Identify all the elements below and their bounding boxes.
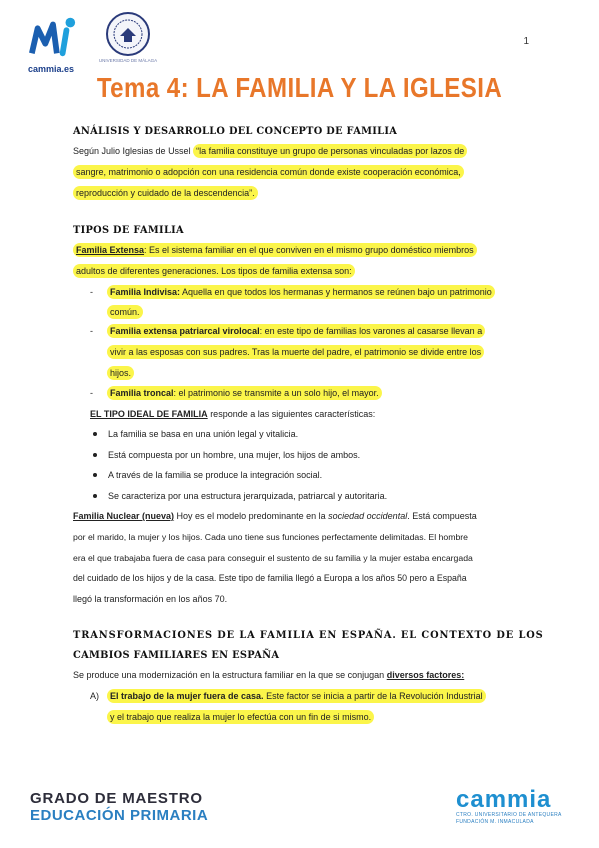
paragraph-line: [73, 669, 464, 681]
highlighted-text: hijos.: [107, 366, 134, 380]
paragraph-line: [107, 711, 374, 723]
footer-cammia-logo: [456, 788, 562, 826]
page-number: 1: [523, 36, 529, 47]
section-heading-analysis: ANÁLISIS Y DESARROLLO DEL CONCEPTO DE FAMILIA: [73, 126, 398, 137]
highlighted-text: adultos de diferentes generaciones. Los tipos de familia extensa son:: [73, 264, 355, 278]
paragraph-line: [73, 166, 464, 178]
paragraph-line: [107, 306, 143, 318]
term-troncal: Familia troncal: [110, 388, 174, 398]
term-diversos-factores: diversos factores:: [386, 670, 465, 680]
highlighted-text: [107, 285, 495, 299]
paragraph-line: [107, 325, 485, 337]
highlighted-quote: “la familia constituye un grupo de personas vinculadas por lazos de: [193, 144, 467, 158]
section-heading-transformations-cont: CAMBIOS FAMILIARES EN ESPAÑA: [73, 650, 280, 661]
dash-marker: -: [90, 326, 93, 336]
highlighted-text: [107, 324, 485, 338]
text-span: Hoy es el modelo predominante en la: [174, 511, 329, 521]
highlighted-text: [107, 386, 382, 400]
text-span: Según Julio Iglesias de Ussel: [73, 146, 194, 156]
dash-marker: -: [90, 287, 93, 297]
highlighted-text: vivir a las esposas con sus padres. Tras la muerte del padre, el patrimonio se divide entre los: [107, 345, 484, 359]
footer-brand-line2: FUNDACIÓN M. INMACULADA: [456, 819, 534, 825]
text-span: : en este tipo de familias los varones al casarse llevan a: [259, 326, 483, 336]
paragraph-line: [107, 690, 486, 702]
text-span: Este factor se inicia a partir de la Revolución Industrial: [263, 691, 483, 701]
term-indivisa: Familia Indivisa:: [110, 287, 181, 297]
text-span: : el patrimonio se transmite a un solo hijo, el mayor.: [173, 388, 379, 398]
highlighted-quote: sangre, matrimonio o adopción con una residencia común donde existe cooperación económica,: [73, 165, 464, 179]
paragraph-line: [73, 265, 355, 277]
term-tipo-ideal: EL TIPO IDEAL DE FAMILIA: [90, 409, 208, 419]
term-patriarcal: Familia extensa patriarcal virolocal: [110, 326, 260, 336]
text-span: responde a las siguientes características:: [207, 409, 376, 419]
footer-brand-line1: CTRO. UNIVERSITARIO DE ANTEQUERA: [456, 812, 562, 818]
paragraph-line: por el marido, la mujer y los hijos. Cada uno tiene sus funciones perfectamente delimitadas. El hombre: [73, 532, 469, 542]
highlighted-quote: reproducción y cuidado de la descendencia”.: [73, 186, 258, 200]
footer-brand: cammia: [456, 786, 552, 813]
term-trabajo-mujer: El trabajo de la mujer fuera de casa.: [110, 691, 264, 701]
term-familia-extensa: Familia Extensa: [76, 245, 145, 255]
footer-degree: [30, 790, 208, 824]
cammia-mark-icon: [28, 14, 78, 58]
text-span: Se produce una modernización en la estructura familiar en la que se conjugan: [73, 670, 387, 680]
paragraph-line: [107, 346, 484, 358]
bullet-item: Se caracteriza por una estructura jerarquizada, patriarcal y autoritaria.: [108, 491, 388, 501]
bullet-item: Está compuesta por un hombre, una mujer, los hijos de ambos.: [108, 450, 361, 460]
paragraph-line: era el que trabajaba fuera de casa para conseguir el sustento de su familia y la mujer estaba encargada: [73, 553, 473, 563]
uma-logo: [98, 12, 158, 70]
list-marker-a: A): [90, 691, 99, 701]
highlighted-text: [73, 243, 477, 257]
section-heading-types: TIPOS DE FAMILIA: [73, 225, 184, 236]
cammia-logo-text: cammia.es: [28, 64, 75, 74]
section-heading-transformations: TRANSFORMACIONES DE LA FAMILIA EN ESPAÑA. EL CONTEXTO DE LOS: [73, 630, 544, 641]
paragraph-line: del cuidado de los hijos y de la casa. Este tipo de familia llegó a Europa a los años 50 pero a España: [73, 573, 467, 583]
uma-logo-text: UNIVERSIDAD DE MÁLAGA: [98, 58, 158, 63]
highlighted-text: común.: [107, 305, 143, 319]
text-span: Aquella en que todos los hermanas y hermanos se reúnen bajo un patrimonio: [180, 287, 492, 297]
paragraph-line: [73, 187, 258, 199]
footer-degree-line2: EDUCACIÓN PRIMARIA: [30, 807, 209, 824]
term-familia-nuclear: Familia Nuclear (nueva): [73, 511, 175, 521]
footer-degree-line1: GRADO DE MAESTRO: [30, 790, 203, 807]
bullet-icon: [93, 432, 97, 436]
bullet-icon: [93, 494, 97, 498]
paragraph-line: [107, 367, 134, 379]
text-span: . Está compuesta: [407, 511, 477, 521]
bullet-icon: [93, 453, 97, 457]
page-title: Tema 4: LA FAMILIA Y LA IGLESIA: [96, 72, 503, 103]
paragraph-line: [90, 408, 375, 420]
highlighted-text: y el trabajo que realiza la mujer lo efectúa con un fin de si mismo.: [107, 710, 374, 724]
highlighted-text: [107, 689, 486, 703]
paragraph-line: llegó la transformación en los años 70.: [73, 594, 228, 604]
bullet-icon: [93, 473, 97, 477]
paragraph-line: [107, 387, 382, 399]
bullet-item: A través de la familia se produce la integración social.: [108, 470, 323, 480]
paragraph-line: [73, 244, 477, 256]
cammia-logo: [28, 14, 88, 74]
dash-marker: -: [90, 388, 93, 398]
university-seal-icon: [106, 12, 150, 56]
text-span: sociedad occidental: [328, 511, 408, 521]
paragraph-line: [73, 510, 477, 522]
bullet-item: La familia se basa en una unión legal y vitalicia.: [108, 429, 299, 439]
paragraph-line: [107, 286, 495, 298]
text-span: : Es el sistema familiar en el que conviven en el mismo grupo doméstico miembros: [144, 245, 474, 255]
paragraph-line: [73, 145, 467, 157]
